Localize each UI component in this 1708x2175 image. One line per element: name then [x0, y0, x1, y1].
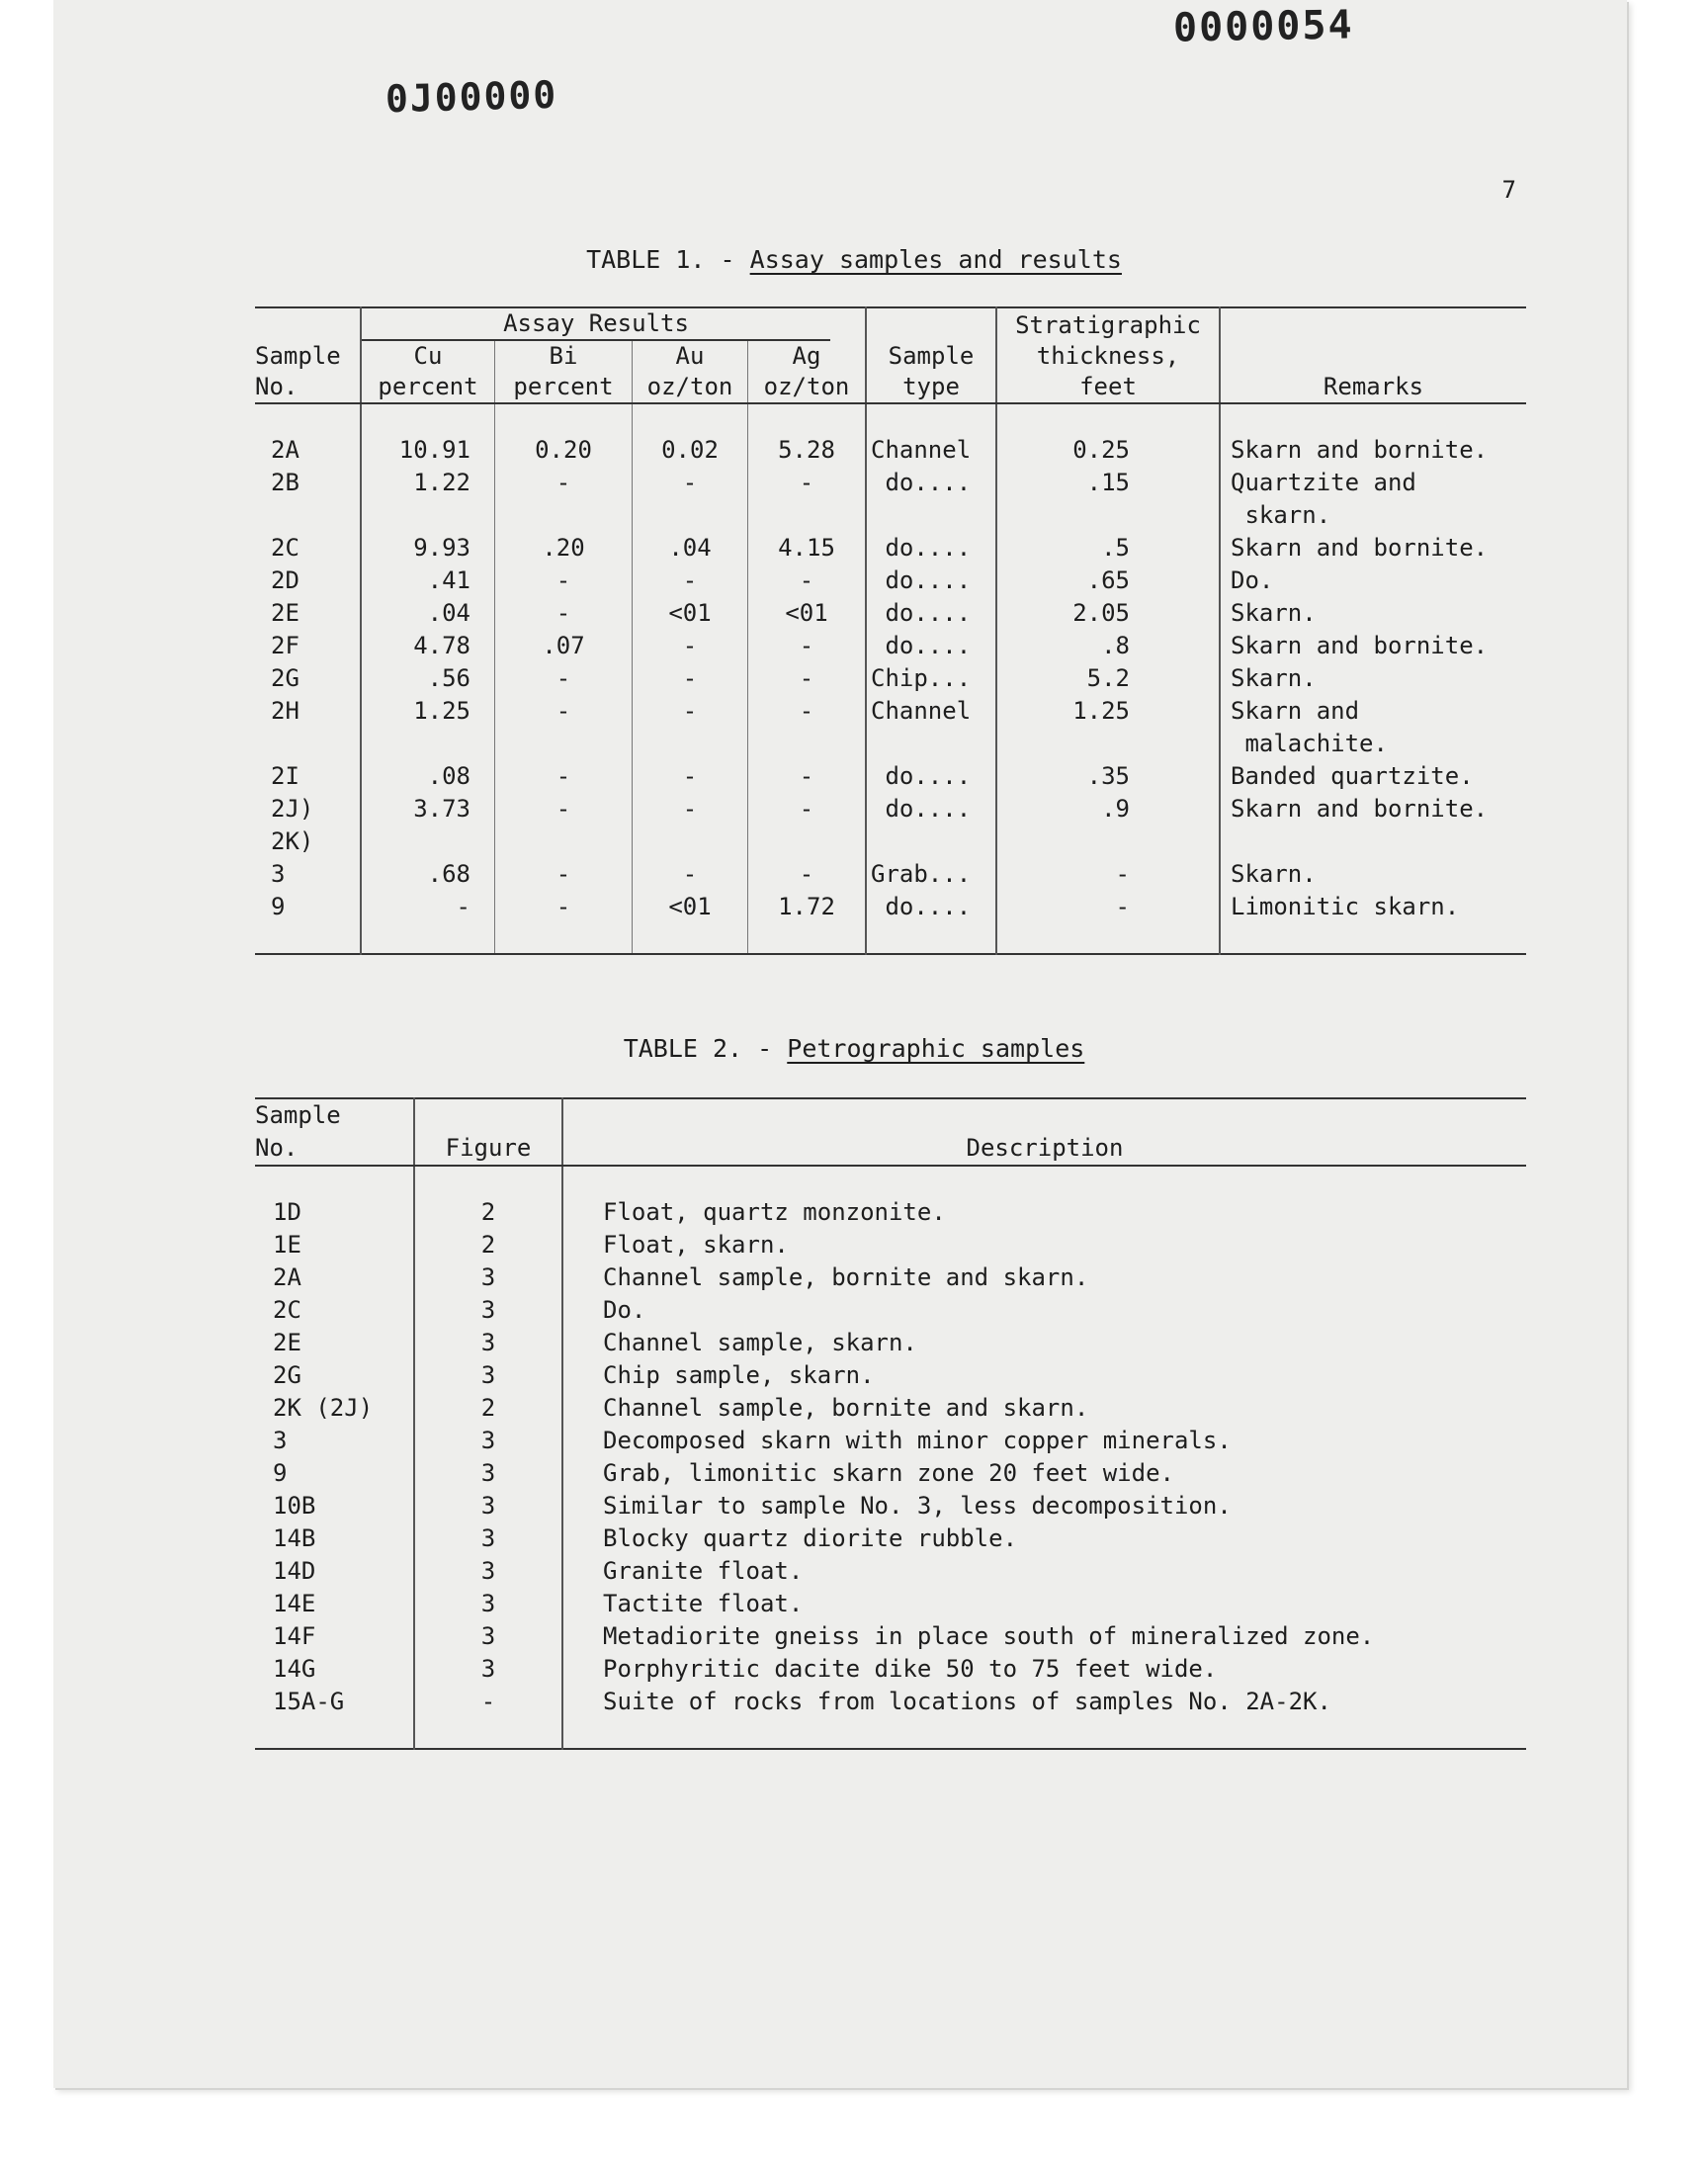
header-type-line1: Sample	[888, 342, 975, 370]
cell-thickness: -	[996, 858, 1220, 891]
cell-thickness: .9	[996, 793, 1220, 826]
cell-figure: 3	[414, 1457, 562, 1490]
assay-row	[255, 630, 1526, 662]
cell-sample: 2K (2J)	[273, 1394, 374, 1422]
cell-au: -	[633, 760, 748, 793]
table2-caption-title: Petrographic samples	[787, 1034, 1085, 1063]
cell-cu: 1.22	[361, 467, 495, 499]
cell-description: Grab, limonitic skarn zone 20 feet wide.	[562, 1457, 1526, 1490]
cell-sample: 2E	[271, 599, 299, 627]
cell-ag: 4.15	[748, 532, 867, 565]
cell-bi: -	[495, 662, 633, 695]
cell-remarks: Skarn and bornite.	[1220, 532, 1526, 565]
petrographic-samples-table	[255, 1097, 1526, 1750]
cell-cu: 4.78	[361, 630, 495, 662]
cell-sample: 2J)	[271, 795, 314, 823]
cell-type: do....	[866, 467, 996, 499]
cell-thickness: 1.25	[996, 695, 1220, 728]
cell-sample	[255, 728, 361, 760]
cell-figure: 2	[414, 1229, 562, 1262]
assay-row	[255, 858, 1526, 891]
cell-ag: -	[748, 662, 867, 695]
assay-results-table	[255, 306, 1526, 955]
cell-remarks: malachite.	[1220, 728, 1526, 760]
petrographic-row	[255, 1294, 1526, 1327]
cell-thickness	[996, 499, 1220, 532]
cell-sample: 1D	[273, 1198, 301, 1226]
cell-sample: 2G	[271, 664, 299, 692]
table1-caption	[0, 245, 1708, 274]
cell-cu: .68	[361, 858, 495, 891]
cell-sample: 3	[271, 860, 286, 888]
header-bi-line1: Bi	[495, 341, 633, 372]
assay-row	[255, 597, 1526, 630]
header-assay-results: Assay Results	[362, 308, 830, 341]
cell-figure: 3	[414, 1522, 562, 1555]
cell-thickness: .65	[996, 565, 1220, 597]
cell-sample: 14F	[273, 1622, 316, 1650]
cell-sample: 2D	[271, 566, 299, 594]
cell-bi: -	[495, 760, 633, 793]
assay-row	[255, 532, 1526, 565]
cell-thickness: 5.2	[996, 662, 1220, 695]
petrographic-row	[255, 1359, 1526, 1392]
cell-sample: 14D	[273, 1557, 316, 1585]
header-sample-type	[866, 307, 996, 402]
cell-sample: 1E	[273, 1231, 301, 1259]
cell-bi: -	[495, 695, 633, 728]
cell-ag: -	[748, 793, 867, 826]
petrographic-row	[255, 1229, 1526, 1262]
cell-bi	[495, 728, 633, 760]
petrographic-row	[255, 1262, 1526, 1294]
cell-sample: 2I	[271, 762, 299, 790]
cell-remarks: Limonitic skarn.	[1220, 891, 1526, 954]
cell-cu	[361, 728, 495, 760]
header-remarks: Remarks	[1220, 307, 1526, 402]
cell-type: Channel	[866, 695, 996, 728]
page-number: 7	[1501, 176, 1516, 204]
cell-remarks: Skarn and bornite.	[1220, 630, 1526, 662]
cell-sample: 14B	[273, 1524, 316, 1552]
cell-remarks: Banded quartzite.	[1220, 760, 1526, 793]
cell-sample: 15A-G	[273, 1688, 345, 1715]
header-figure: Figure	[414, 1098, 562, 1166]
cell-remarks: Skarn.	[1220, 597, 1526, 630]
cell-au: .04	[633, 532, 748, 565]
cell-au: 0.02	[633, 403, 748, 467]
cell-type: do....	[866, 760, 996, 793]
cell-cu	[361, 499, 495, 532]
cell-sample: 2G	[273, 1361, 301, 1389]
cell-description: Float, skarn.	[562, 1229, 1526, 1262]
cell-cu: .41	[361, 565, 495, 597]
cell-description: Metadiorite gneiss in place south of mineralized zone.	[562, 1620, 1526, 1653]
cell-cu	[361, 826, 495, 858]
cell-thickness: .35	[996, 760, 1220, 793]
cell-sample: 2F	[271, 632, 299, 659]
cell-figure: 3	[414, 1262, 562, 1294]
cell-thickness: -	[996, 891, 1220, 954]
cell-cu: 10.91	[361, 403, 495, 467]
header-description: Description	[562, 1098, 1526, 1166]
cell-cu: .04	[361, 597, 495, 630]
cell-figure: 3	[414, 1294, 562, 1327]
cell-cu: 9.93	[361, 532, 495, 565]
cell-remarks: Skarn and	[1220, 695, 1526, 728]
header-sample-line1: Sample	[255, 342, 341, 370]
header-assay-group-cell	[361, 307, 866, 341]
petrographic-row	[255, 1555, 1526, 1588]
petrographic-row	[255, 1392, 1526, 1425]
header-strat-line2: thickness,	[1036, 342, 1180, 370]
header-cu-line2: percent	[361, 372, 495, 402]
header-sample-line1: Sample	[255, 1101, 341, 1129]
assay-row	[255, 891, 1526, 954]
petrographic-row	[255, 1327, 1526, 1359]
cell-thickness: 0.25	[996, 403, 1220, 467]
cell-sample: 14E	[273, 1590, 316, 1617]
cell-remarks: skarn.	[1220, 499, 1526, 532]
cell-ag: -	[748, 858, 867, 891]
table2-caption-prefix: TABLE 2. -	[623, 1034, 788, 1063]
petrographic-row	[255, 1522, 1526, 1555]
cell-sample: 2E	[273, 1329, 301, 1356]
petrographic-row	[255, 1588, 1526, 1620]
cell-cu: .08	[361, 760, 495, 793]
petrographic-samples-body	[255, 1166, 1526, 1749]
cell-figure: 3	[414, 1327, 562, 1359]
cell-bi: .07	[495, 630, 633, 662]
document-stamp-secondary: 0J00000	[384, 72, 558, 122]
cell-ag	[748, 728, 867, 760]
header-ag-line2: oz/ton	[748, 372, 867, 402]
cell-type	[866, 826, 996, 858]
cell-ag: 1.72	[748, 891, 867, 954]
header-sample-no	[255, 1098, 414, 1166]
cell-bi	[495, 499, 633, 532]
cell-type: do....	[866, 597, 996, 630]
cell-ag: -	[748, 467, 867, 499]
assay-row	[255, 565, 1526, 597]
petrographic-row	[255, 1653, 1526, 1686]
petrographic-row	[255, 1166, 1526, 1229]
assay-results-body	[255, 403, 1526, 954]
cell-au: -	[633, 695, 748, 728]
cell-type	[866, 728, 996, 760]
cell-sample: 9	[271, 893, 286, 920]
cell-bi: -	[495, 467, 633, 499]
cell-remarks: Do.	[1220, 565, 1526, 597]
cell-description: Granite float.	[562, 1555, 1526, 1588]
cell-type: do....	[866, 630, 996, 662]
cell-type: do....	[866, 891, 996, 954]
cell-au: -	[633, 858, 748, 891]
cell-au: -	[633, 467, 748, 499]
assay-row	[255, 662, 1526, 695]
cell-description: Decomposed skarn with minor copper minerals.	[562, 1425, 1526, 1457]
cell-thickness	[996, 728, 1220, 760]
cell-bi	[495, 826, 633, 858]
header-strat-line1: Stratigraphic	[1015, 311, 1201, 339]
cell-figure: 2	[414, 1392, 562, 1425]
cell-bi: -	[495, 565, 633, 597]
header-stratigraphic-thickness	[996, 307, 1220, 402]
cell-cu: 1.25	[361, 695, 495, 728]
assay-row	[255, 695, 1526, 728]
assay-row	[255, 499, 1526, 532]
cell-thickness	[996, 826, 1220, 858]
cell-figure: 3	[414, 1425, 562, 1457]
cell-remarks	[1220, 826, 1526, 858]
cell-au: -	[633, 565, 748, 597]
cell-remarks: Skarn and bornite.	[1220, 793, 1526, 826]
petrographic-row	[255, 1425, 1526, 1457]
cell-figure: 3	[414, 1555, 562, 1588]
cell-description: Blocky quartz diorite rubble.	[562, 1522, 1526, 1555]
cell-remarks: Skarn and bornite.	[1220, 403, 1526, 467]
cell-remarks: Quartzite and	[1220, 467, 1526, 499]
document-stamp-number: 0000054	[1173, 2, 1355, 51]
cell-remarks: Skarn.	[1220, 858, 1526, 891]
cell-figure: 3	[414, 1490, 562, 1522]
petrographic-row	[255, 1620, 1526, 1653]
cell-figure: 3	[414, 1588, 562, 1620]
cell-bi: 0.20	[495, 403, 633, 467]
header-cu-line1: Cu	[361, 341, 495, 372]
cell-bi: -	[495, 891, 633, 954]
cell-sample: 10B	[273, 1492, 316, 1520]
cell-thickness: .5	[996, 532, 1220, 565]
cell-thickness: 2.05	[996, 597, 1220, 630]
cell-sample	[255, 499, 361, 532]
assay-row	[255, 728, 1526, 760]
cell-ag: -	[748, 565, 867, 597]
cell-sample: 2B	[271, 469, 299, 496]
cell-description: Similar to sample No. 3, less decomposition.	[562, 1490, 1526, 1522]
cell-figure: 3	[414, 1653, 562, 1686]
cell-figure: -	[414, 1686, 562, 1749]
header-sample-line2: No.	[255, 1134, 299, 1162]
header-au-line1: Au	[633, 341, 748, 372]
cell-remarks: Skarn.	[1220, 662, 1526, 695]
cell-description: Porphyritic dacite dike 50 to 75 feet wide.	[562, 1653, 1526, 1686]
cell-description: Chip sample, skarn.	[562, 1359, 1526, 1392]
cell-description: Channel sample, bornite and skarn.	[562, 1392, 1526, 1425]
cell-figure: 3	[414, 1359, 562, 1392]
cell-sample: 2A	[271, 436, 299, 464]
assay-row	[255, 826, 1526, 858]
assay-row	[255, 467, 1526, 499]
cell-description: Do.	[562, 1294, 1526, 1327]
cell-description: Tactite float.	[562, 1588, 1526, 1620]
cell-type: Chip...	[866, 662, 996, 695]
table2-caption	[0, 1034, 1708, 1063]
header-au-line2: oz/ton	[633, 372, 748, 402]
cell-bi: -	[495, 858, 633, 891]
table1-caption-prefix: TABLE 1. -	[586, 245, 750, 274]
header-sample-line2: No.	[255, 373, 299, 400]
cell-type: Channel	[866, 403, 996, 467]
cell-description: Channel sample, bornite and skarn.	[562, 1262, 1526, 1294]
header-type-line2: type	[902, 373, 960, 400]
cell-thickness: .15	[996, 467, 1220, 499]
cell-sample: 14G	[273, 1655, 316, 1683]
cell-cu: 3.73	[361, 793, 495, 826]
cell-type: Grab...	[866, 858, 996, 891]
cell-au: -	[633, 630, 748, 662]
header-sample-no	[255, 307, 361, 402]
cell-ag: <01	[748, 597, 867, 630]
cell-au: <01	[633, 891, 748, 954]
cell-figure: 2	[414, 1166, 562, 1229]
cell-ag	[748, 499, 867, 532]
petrographic-row	[255, 1490, 1526, 1522]
assay-row	[255, 793, 1526, 826]
petrographic-row	[255, 1686, 1526, 1749]
cell-bi: -	[495, 597, 633, 630]
cell-type: do....	[866, 565, 996, 597]
assay-row	[255, 760, 1526, 793]
cell-ag: -	[748, 695, 867, 728]
cell-type: do....	[866, 532, 996, 565]
cell-sample: 2A	[273, 1263, 301, 1291]
cell-sample: 2K)	[271, 827, 314, 855]
petrographic-row	[255, 1457, 1526, 1490]
cell-au: -	[633, 793, 748, 826]
cell-sample: 2C	[271, 534, 299, 562]
cell-au	[633, 728, 748, 760]
header-strat-line3: feet	[1079, 373, 1137, 400]
cell-ag: -	[748, 760, 867, 793]
cell-ag: -	[748, 630, 867, 662]
cell-au: -	[633, 662, 748, 695]
cell-bi: -	[495, 793, 633, 826]
cell-sample: 3	[273, 1427, 288, 1454]
cell-sample: 9	[273, 1459, 288, 1487]
assay-row	[255, 403, 1526, 467]
cell-sample: 2H	[271, 697, 299, 725]
cell-thickness: .8	[996, 630, 1220, 662]
cell-au	[633, 499, 748, 532]
cell-cu: .56	[361, 662, 495, 695]
cell-description: Channel sample, skarn.	[562, 1327, 1526, 1359]
cell-description: Float, quartz monzonite.	[562, 1166, 1526, 1229]
cell-description: Suite of rocks from locations of samples No. 2A-2K.	[562, 1686, 1526, 1749]
cell-au	[633, 826, 748, 858]
cell-figure: 3	[414, 1620, 562, 1653]
cell-ag: 5.28	[748, 403, 867, 467]
cell-au: <01	[633, 597, 748, 630]
header-bi-line2: percent	[495, 372, 633, 402]
cell-sample: 2C	[273, 1296, 301, 1324]
cell-type	[866, 499, 996, 532]
cell-ag	[748, 826, 867, 858]
cell-cu: -	[361, 891, 495, 954]
header-ag-line1: Ag	[748, 341, 867, 372]
cell-bi: .20	[495, 532, 633, 565]
cell-type: do....	[866, 793, 996, 826]
table1-caption-title: Assay samples and results	[749, 245, 1122, 274]
